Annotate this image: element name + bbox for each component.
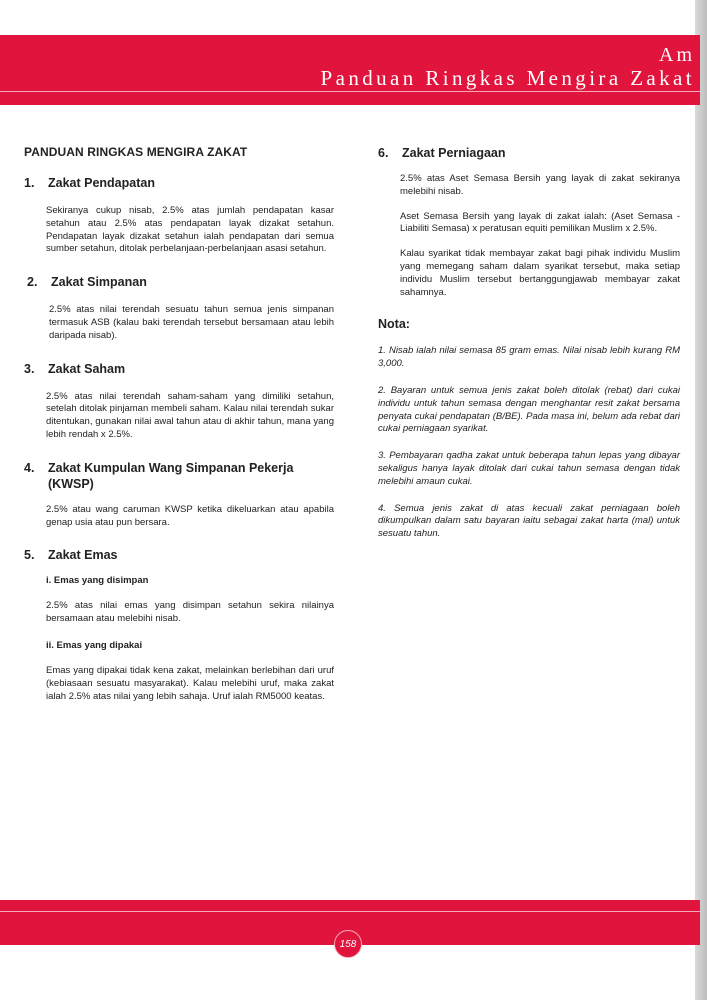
section-number: 5.	[24, 548, 35, 563]
nota-item-1: 1. Nisab ialah nilai semasa 85 gram emas. Nilai nisab lebih kurang RM 3,000.	[378, 345, 680, 370]
section-heading-5	[24, 547, 334, 563]
section-title: Zakat Simpanan	[51, 275, 147, 290]
subsection-text-1: 2.5% atas nilai emas yang disimpan setahun sekira nilainya bersamaan atau melebihi nisab.	[46, 600, 334, 625]
section-heading-1	[24, 175, 334, 191]
section-text-6b: Aset Semasa Bersih yang layak di zakat ialah: (Aset Semasa - Liabiliti Semasa) x peratusan equiti pemilikan Muslim x 2.5%.	[400, 210, 680, 235]
section-title: Zakat Emas	[48, 548, 118, 563]
section-text-1: Sekiranya cukup nisab, 2.5% atas jumlah pendapatan kasar setahun atau 2.5% atas pendapatan layak dizakat setahun. Pendapatan layak dizakat setahun ialah pendapatan dari semua sumber setahun, ditolak perbelanjaan-perbelanjaan asasi setahun.	[46, 205, 334, 255]
page-edge-shadow	[695, 0, 707, 1000]
section-text-6c: Kalau syarikat tidak membayar zakat bagi pihak individu Muslim yang memegang saham dalam syarikat tersebut, maka setiap individu Muslim tersebut bertanggungjawab membayar zakat sahamnya.	[400, 248, 680, 298]
nota-item-3: 3. Pembayaran qadha zakat untuk beberapa tahun lepas yang dibayar sekaligus hanya layak ditolak dari cukai tahun semasa dengan tidak melebihi amaun cukai.	[378, 450, 680, 487]
section-title: Zakat Perniagaan	[402, 146, 506, 160]
section-title: Zakat Kumpulan Wang Simpanan Pekerja (KWSP)	[48, 460, 294, 491]
section-heading-3	[24, 361, 334, 377]
header-title: Panduan Ringkas Mengira Zakat	[320, 66, 695, 90]
section-number: 2.	[27, 275, 38, 290]
section-heading-4	[24, 460, 334, 492]
page-number-badge: 158	[334, 930, 362, 958]
left-column	[24, 145, 334, 703]
section-text-4: 2.5% atau wang caruman KWSP ketika dikeluarkan atau apabila genap usia atau pun bersara.	[46, 503, 334, 528]
section-number: 1.	[24, 176, 35, 190]
section-heading-2	[24, 274, 334, 290]
subsection-text-2: Emas yang dipakai tidak kena zakat, melainkan berlebihan dari uruf (kebiasaan sesuatu masyarakat). Kalau melebihi uruf, maka zakat ialah 2.5% atas nilai yang lebih sahaja. Uruf ialah RM5000 keatas.	[46, 664, 334, 702]
section-number: 6.	[378, 146, 389, 160]
section-title: Zakat Saham	[48, 361, 126, 376]
section-title: Zakat Pendapatan	[48, 176, 155, 190]
subsection-title-1: i. Emas yang disimpan	[46, 575, 149, 587]
section-number: 3.	[24, 361, 35, 376]
section-text-3: 2.5% atas nilai terendah saham-saham yang dimiliki setahun, setelah ditolak pinjaman membeli saham. Kalau nilai terendah sukar ditentukan, gunakan nilai awal tahun atau di akhir tahun, mana yang lebih rendah x 2.5%.	[46, 390, 334, 440]
subsection-title-2: ii. Emas yang dipakai	[46, 639, 143, 651]
section-text-2: 2.5% atas nilai terendah sesuatu tahun semua jenis simpanan termasuk ASB (kalau baki terendah tersebut bersamaan atau lebih daripada nisab).	[49, 304, 334, 341]
nota-item-2: 2. Bayaran untuk semua jenis zakat boleh ditolak (rebat) dari cukai individu untuk tahun semasa dengan menghantar resit zakat bersama penyata cukai pendapatan (B/BE). Pada masa ini, belum ada rebat dari cukai perniagaan syarikat.	[378, 384, 680, 435]
nota-heading: Nota:	[378, 317, 410, 332]
section-heading-6	[378, 145, 680, 161]
nota-item-4: 4. Semua jenis zakat di atas kecuali zakat perniagaan boleh dikumpulkan dalam satu bayaran iaitu sebagai zakat harta (mal) untuk sesuatu tahun.	[378, 502, 680, 540]
right-column	[378, 145, 680, 541]
document-title: PANDUAN RINGKAS MENGIRA ZAKAT	[24, 145, 248, 159]
section-number: 4.	[24, 460, 35, 475]
header-top-text: Am	[659, 44, 695, 66]
section-text-6a: 2.5% atas Aset Semasa Bersih yang layak di zakat sekiranya melebihi nisab.	[400, 173, 680, 197]
